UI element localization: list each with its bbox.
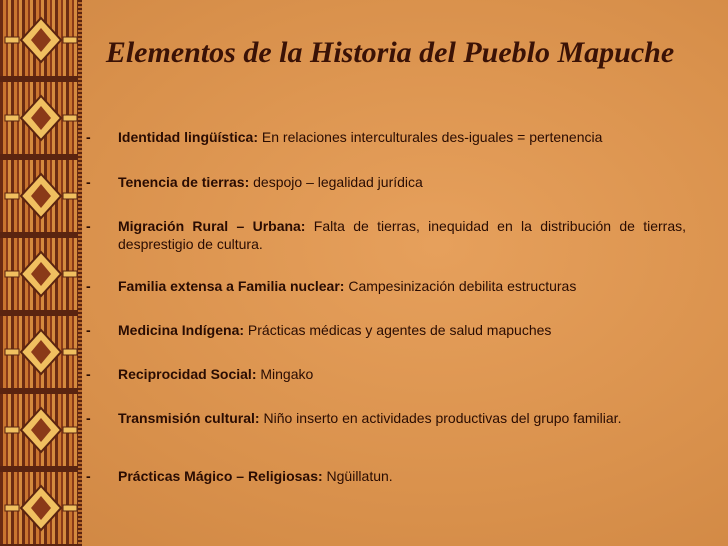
item-label: Tenencia de tierras:	[118, 174, 250, 190]
item-label: Transmisión cultural:	[118, 410, 260, 426]
item-text: En relaciones interculturales des-iguales = pertenencia	[261, 129, 603, 145]
border-motif	[0, 174, 82, 238]
list-item	[86, 409, 686, 427]
item-label: Prácticas Mágico – Religiosas:	[118, 468, 323, 484]
item-label: Migración Rural – Urbana:	[118, 218, 306, 234]
item-text: Campesinización debilita estructuras	[348, 278, 577, 294]
border-motif	[0, 18, 82, 82]
item-text: despojo – legalidad jurídica	[253, 174, 423, 190]
border-motif	[0, 330, 82, 394]
item-text: Mingako	[260, 366, 314, 382]
border-motif	[0, 408, 82, 472]
list-item	[86, 128, 686, 146]
bullet-marker: -	[86, 129, 91, 145]
bullet-marker: -	[86, 468, 91, 484]
item-label: Identidad lingüística:	[118, 129, 259, 145]
item-text: Niño inserto en actividades productivas del grupo familiar.	[263, 410, 622, 426]
list-item	[86, 321, 686, 339]
item-label: Medicina Indígena:	[118, 322, 245, 338]
border-pattern	[0, 0, 82, 546]
bullet-marker: -	[86, 366, 91, 382]
list-item	[86, 467, 686, 485]
item-label: Reciprocidad Social:	[118, 366, 257, 382]
border-motif	[0, 96, 82, 160]
border-motif	[0, 252, 82, 316]
item-text: Prácticas médicas y agentes de salud mapuches	[247, 322, 552, 338]
item-text: Ngüillatun.	[326, 468, 393, 484]
list-item	[86, 217, 686, 253]
bullet-marker: -	[86, 410, 91, 426]
slide-title: Elementos de la Historia del Pueblo Mapuche	[105, 36, 675, 69]
item-label: Familia extensa a Familia nuclear:	[118, 278, 345, 294]
decorative-border	[0, 0, 82, 546]
list-item	[86, 173, 686, 191]
border-edge	[78, 0, 82, 546]
bullet-marker: -	[86, 322, 91, 338]
border-motif	[0, 486, 82, 546]
bullet-marker: -	[86, 174, 91, 190]
bullet-marker: -	[86, 278, 91, 294]
list-item	[86, 277, 686, 295]
item-text: Falta de tierras, inequidad en la distribución de tierras, desprestigio de cultura.	[118, 218, 686, 252]
bullet-marker: -	[86, 218, 91, 234]
list-item	[86, 365, 686, 383]
